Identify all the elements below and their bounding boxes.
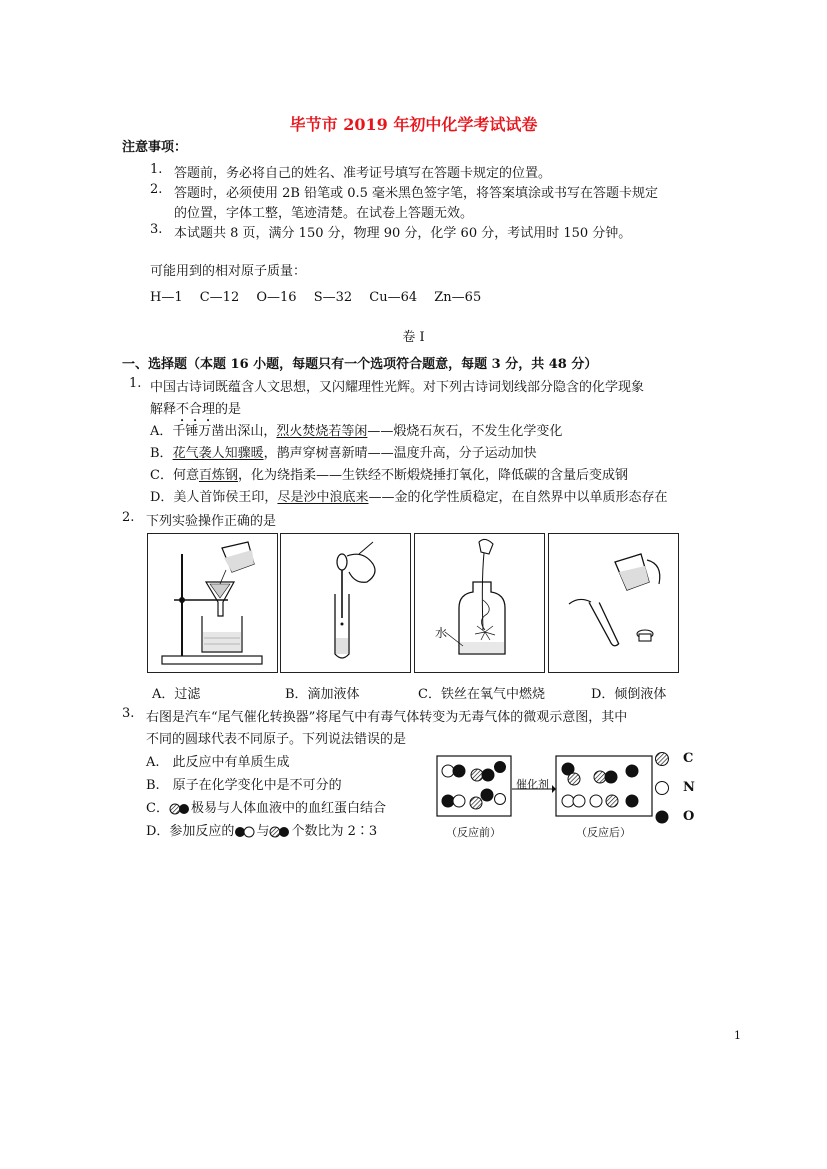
oxygen-atom-icon <box>656 811 669 824</box>
q1-stem: 中国古诗词既蕴含人文思想，又闪耀理性光辉。对下列古诗词划线部分隐含的化学现象 <box>150 380 645 395</box>
note-2-continued: 的位置，字体工整，笔迹清楚。在试卷上答题无效。 <box>174 206 474 221</box>
notes-heading: 注意事项： <box>122 140 188 155</box>
section-heading: 一、选择题（本题 16 小题，每题只有一个选项符合题意，每题 3 分，共 48 分） <box>122 357 598 372</box>
q1-emphasis: 不合理 <box>176 402 216 417</box>
iron-burning-figure <box>414 533 545 673</box>
q3-number: 3. <box>122 706 135 721</box>
before-label: （反应前） <box>446 826 501 839</box>
filtration-figure <box>147 533 278 673</box>
q1-option-c: C．何意百炼钢，化为绕指柔——生铁经不断煅烧捶打氧化，降低碳的含量后变成钢 <box>150 468 628 483</box>
co-molecule-icon <box>169 803 191 815</box>
q3-option-a: A. 此反应中有单质生成 <box>146 755 290 770</box>
note-2-text: 答题时，必须使用 2B 铅笔或 0.5 毫米黑色签字笔，将答案填涂或书写在答题卡规定 <box>174 186 659 201</box>
page-title: 毕节市 2019 年初中化学考试试卷 <box>289 115 538 134</box>
carbon-atom-icon <box>656 753 669 766</box>
note-2-number: 2. <box>150 182 163 197</box>
q1-option-a: A．千锤万凿出深山，烈火焚烧若等闲——煅烧石灰石，不发生化学变化 <box>150 424 563 439</box>
atomic-mass-values: H—1 C—12 O—16 S—32 Cu—64 Zn—65 <box>150 290 482 305</box>
atom-legend-icons <box>654 750 670 824</box>
water-label: 水 <box>435 626 448 640</box>
atomic-mass-label: 可能用到的相对原子质量： <box>150 264 307 279</box>
q3-stem-continued: 不同的圆球代表不同原子。下列说法错误的是 <box>146 732 407 747</box>
note-1-text: 答题前，务必将自己的姓名、准考证号填写在答题卡规定的位置。 <box>174 166 552 181</box>
q3-option-b: B. 原子在化学变化中是不可分的 <box>146 778 342 793</box>
q1-stem-continued: 解释不合理的是 <box>150 402 242 417</box>
q2-stem: 下列实验操作正确的是 <box>146 514 277 529</box>
q2-number: 2. <box>122 510 135 525</box>
note-1-number: 1. <box>150 162 163 177</box>
legend-o: O <box>683 809 695 824</box>
q2-option-a: A．过滤 <box>152 687 201 702</box>
nitrogen-atom-icon <box>656 782 669 795</box>
q2-option-b: B．滴加液体 <box>285 687 360 702</box>
page-number: 1 <box>734 1029 741 1042</box>
iron-wire-combustion-icon <box>415 534 544 672</box>
pouring-liquid-icon <box>549 534 678 672</box>
q2-option-c: C．铁丝在氧气中燃烧 <box>418 687 545 702</box>
note-3-text: 本试题共 8 页，满分 150 分，物理 90 分，化学 60 分，考试用时 150 分钟。 <box>174 226 632 241</box>
legend-c: C <box>683 751 694 766</box>
q3-option-d: D．参加反应的 与 个数比为 2∶3 <box>146 824 378 839</box>
volume-heading: 卷 I <box>402 330 425 345</box>
q1-number: 1. <box>129 376 142 391</box>
q3-stem: 右图是汽车“尾气催化转换器”将尾气中有毒气体转变为无毒气体的微观示意图，其中 <box>146 710 628 725</box>
pouring-figure <box>548 533 679 673</box>
note-3-number: 3. <box>150 222 163 237</box>
test-tube-dropper-icon <box>281 534 410 672</box>
filtration-apparatus-icon <box>148 534 277 672</box>
co-molecule-icon <box>269 826 291 838</box>
legend-n: N <box>683 780 695 795</box>
dropper-figure <box>280 533 411 673</box>
catalyst-label: 催化剂 <box>516 778 549 791</box>
q3-option-c: C． 极易与人体血液中的血红蛋白结合 <box>146 801 386 816</box>
q1-option-b: B．花气袭人知骤暖，鹊声穿树喜新晴——温度升高，分子运动加快 <box>150 446 537 461</box>
no-molecule-icon <box>234 826 256 838</box>
q2-option-d: D．倾倒液体 <box>591 687 667 702</box>
q1-option-d: D．美人首饰侯王印，尽是沙中浪底来——金的化学性质稳定，在自然界中以单质形态存在 <box>150 490 668 505</box>
after-label: （反应后） <box>576 826 631 839</box>
